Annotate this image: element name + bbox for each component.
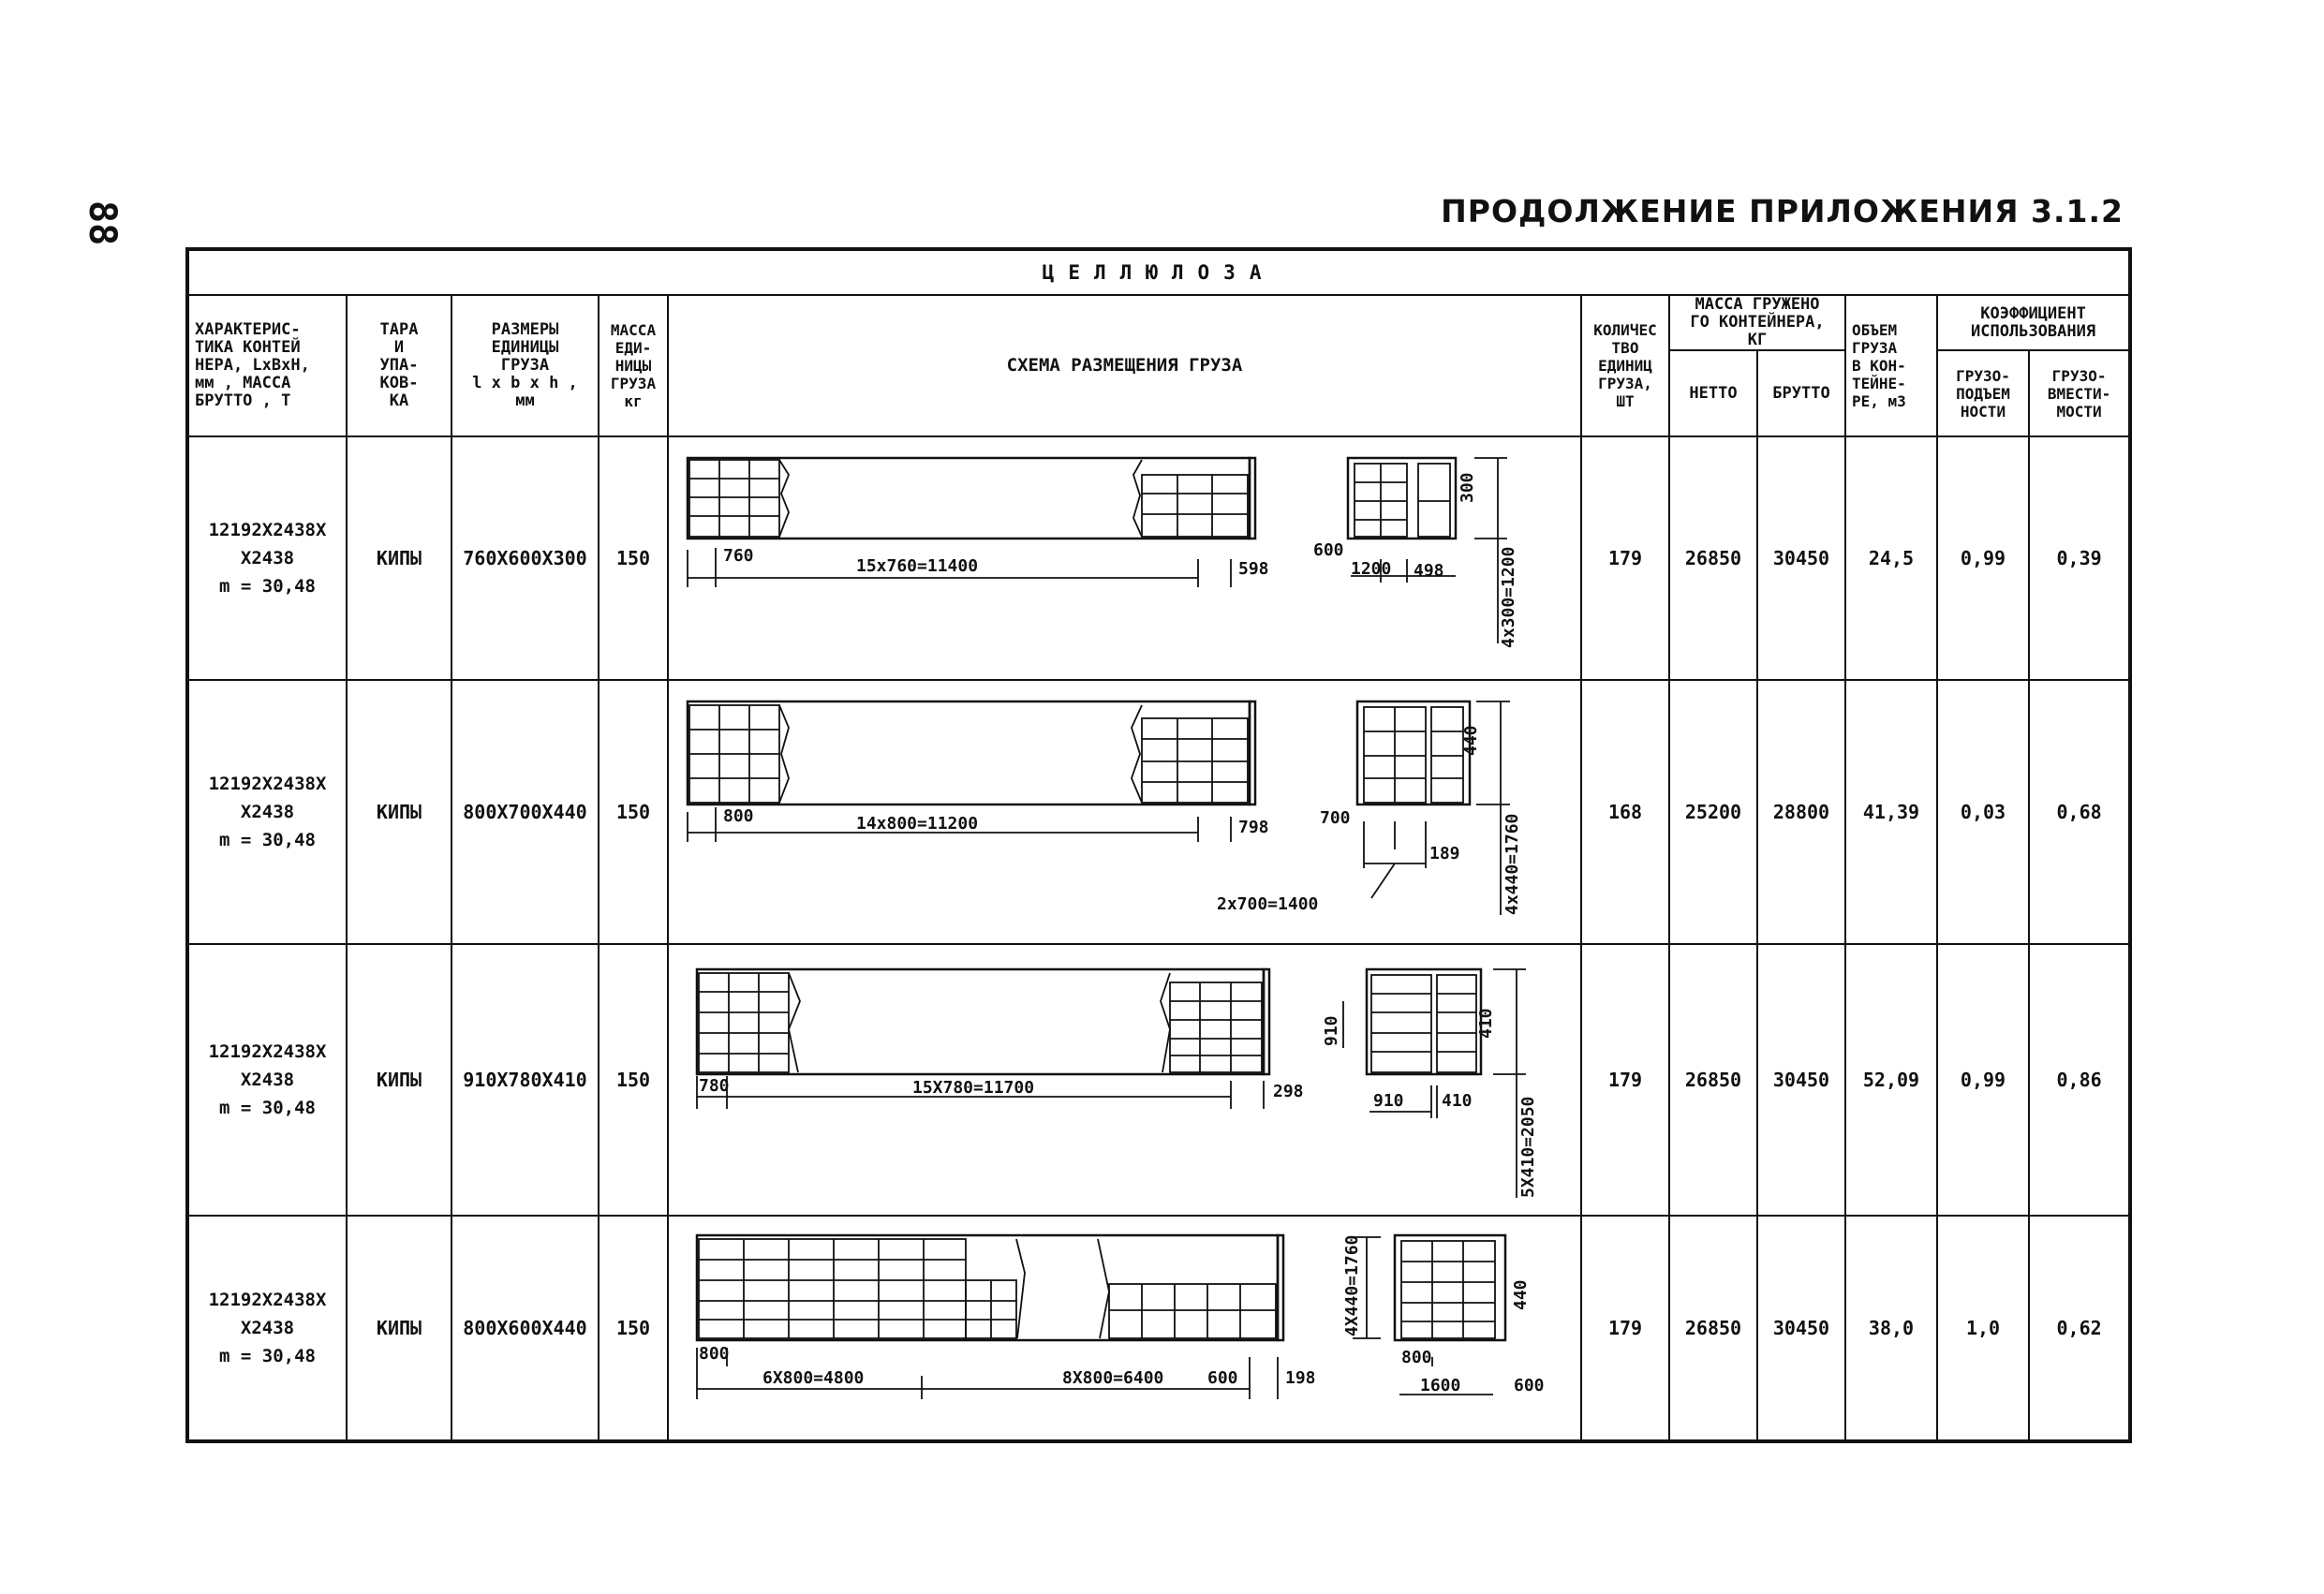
- container-characteristic: 12192X2438X X2438 m = 30,48: [187, 1216, 347, 1441]
- unit-dimensions: 760X600X300: [451, 436, 599, 680]
- table-row: [187, 944, 2130, 1216]
- cargo-volume: 52,09: [1845, 944, 1937, 1216]
- mass-brutto: 28800: [1757, 680, 1845, 944]
- scheme-diagram: [669, 1217, 1581, 1439]
- cargo-volume: 41,39: [1845, 680, 1937, 944]
- packing: КИПЫ: [347, 1216, 451, 1441]
- side-dim-b: 910: [1322, 1015, 1341, 1046]
- coef-lift: 0,99: [1937, 436, 2029, 680]
- dim-h-total: 4x300=1200: [1499, 546, 1518, 648]
- unit-count: 179: [1581, 1216, 1669, 1441]
- side-dim-b: 700: [1320, 808, 1351, 828]
- side-dim-gap: 189: [1429, 844, 1460, 863]
- header-unit-mass: МАССА ЕДИ- НИЦЫ ГРУЗА кг: [599, 295, 668, 436]
- coef-capacity: 0,39: [2029, 436, 2130, 680]
- header-coef-lift: ГРУЗО- ПОДЪЕМ НОСТИ: [1937, 350, 2029, 436]
- page-number: 88: [81, 200, 124, 246]
- container-characteristic: 12192X2438X X2438 m = 30,48: [187, 436, 347, 680]
- mass-brutto: 30450: [1757, 436, 1845, 680]
- dim-h-unit: 440: [1511, 1279, 1531, 1310]
- coef-capacity: 0,62: [2029, 1216, 2130, 1441]
- side-dim-w: 1600: [1420, 1376, 1461, 1395]
- mass-netto: 26850: [1669, 944, 1757, 1216]
- mass-brutto: 30450: [1757, 1216, 1845, 1441]
- unit-mass: 150: [599, 680, 668, 944]
- unit-count: 168: [1581, 680, 1669, 944]
- header-netto: НЕТТО: [1669, 350, 1757, 436]
- header-characteristic: ХАРАКТЕРИС- ТИКА КОНТЕЙ НЕРА, LxBxH, мм , МАССА БРУТТО , Т: [187, 295, 347, 436]
- side-dim-gap: 600: [1514, 1376, 1545, 1395]
- coef-lift: 0,99: [1937, 944, 2029, 1216]
- dim-unit: 780: [699, 1076, 730, 1096]
- unit-mass: 150: [599, 944, 668, 1216]
- dim-h-total: 4x440=1760: [1502, 813, 1522, 915]
- dim-h-unit: 440: [1461, 725, 1481, 756]
- dim-gap: 298: [1273, 1082, 1304, 1101]
- dim-unit: 800: [699, 1344, 730, 1364]
- scheme-diagram: [669, 945, 1581, 1215]
- unit-mass: 150: [599, 436, 668, 680]
- unit-count: 179: [1581, 944, 1669, 1216]
- packing: КИПЫ: [347, 436, 451, 680]
- header-count: КОЛИЧЕС ТВО ЕДИНИЦ ГРУЗА, ШТ: [1581, 295, 1669, 436]
- header-dimensions: РАЗМЕРЫ ЕДИНИЦЫ ГРУЗА l x b x h , мм: [451, 295, 599, 436]
- cargo-table: [185, 247, 2132, 1443]
- cargo-volume: 24,5: [1845, 436, 1937, 680]
- dim-h-unit: 300: [1458, 472, 1477, 503]
- scheme-diagram: [669, 437, 1581, 679]
- side-dim-b: 600: [1313, 540, 1344, 560]
- dim-unit: 760: [723, 546, 754, 566]
- header-scheme: СХЕМА РАЗМЕЩЕНИЯ ГРУЗА: [668, 295, 1581, 436]
- side-dim-w: 2x700=1400: [1217, 894, 1319, 914]
- side-dim-gap: 410: [1442, 1091, 1473, 1111]
- dim-gap: 798: [1238, 818, 1269, 837]
- side-dim-b: 800: [1401, 1348, 1432, 1367]
- mass-netto: 25200: [1669, 680, 1757, 944]
- dim-total: 14x800=11200: [856, 814, 979, 834]
- dim-h-total: 4X440=1760: [1342, 1234, 1362, 1336]
- side-dim-gap: 498: [1414, 561, 1444, 581]
- dim-gap: 598: [1238, 559, 1269, 579]
- table-title: ЦЕЛЛЮЛОЗА: [187, 249, 2130, 295]
- mass-netto: 26850: [1669, 1216, 1757, 1441]
- header-volume: ОБЪЕМ ГРУЗА В КОН- ТЕЙНЕ- РЕ, м3: [1845, 295, 1937, 436]
- dim-total: 15x760=11400: [856, 556, 979, 576]
- coef-lift: 1,0: [1937, 1216, 2029, 1441]
- container-characteristic: 12192X2438X X2438 m = 30,48: [187, 680, 347, 944]
- container-characteristic: 12192X2438X X2438 m = 30,48: [187, 944, 347, 1216]
- header-brutto: БРУТТО: [1757, 350, 1845, 436]
- unit-dimensions: 800X600X440: [451, 1216, 599, 1441]
- coef-lift: 0,03: [1937, 680, 2029, 944]
- dim-mid: 600: [1207, 1368, 1238, 1388]
- packing: КИПЫ: [347, 944, 451, 1216]
- placement-scheme: [668, 944, 1581, 1216]
- coef-capacity: 0,68: [2029, 680, 2130, 944]
- table-row: [187, 436, 2130, 680]
- header-coefficient: КОЭФФИЦИЕНТ ИСПОЛЬЗОВАНИЯ: [1937, 295, 2130, 350]
- table-row: [187, 1216, 2130, 1441]
- page-title: ПРОДОЛЖЕНИЕ ПРИЛОЖЕНИЯ 3.1.2: [1441, 193, 2124, 229]
- dim-h-total: 5X410=2050: [1518, 1096, 1538, 1198]
- placement-scheme: [668, 1216, 1581, 1441]
- scheme-diagram: [669, 681, 1581, 943]
- coef-capacity: 0,86: [2029, 944, 2130, 1216]
- dim-total-a: 6X800=4800: [762, 1368, 865, 1388]
- placement-scheme: [668, 436, 1581, 680]
- dim-gap: 198: [1285, 1368, 1316, 1388]
- unit-count: 179: [1581, 436, 1669, 680]
- unit-dimensions: 910X780X410: [451, 944, 599, 1216]
- dim-total: 15X780=11700: [912, 1078, 1035, 1098]
- unit-mass: 150: [599, 1216, 668, 1441]
- cargo-volume: 38,0: [1845, 1216, 1937, 1441]
- table-row: [187, 680, 2130, 944]
- header-coef-capacity: ГРУЗО- ВМЕСТИ- МОСТИ: [2029, 350, 2130, 436]
- dim-unit: 800: [723, 806, 754, 826]
- mass-netto: 26850: [1669, 436, 1757, 680]
- dim-total-b: 8X800=6400: [1062, 1368, 1164, 1388]
- mass-brutto: 30450: [1757, 944, 1845, 1216]
- placement-scheme: [668, 680, 1581, 944]
- side-dim-w: 910: [1373, 1091, 1404, 1111]
- dim-h-unit: 410: [1476, 1008, 1496, 1039]
- header-tara: ТАРА И УПА- КОВ- КА: [347, 295, 451, 436]
- packing: КИПЫ: [347, 680, 451, 944]
- unit-dimensions: 800X700X440: [451, 680, 599, 944]
- header-container-mass: МАССА ГРУЖЕНО ГО КОНТЕЙНЕРА, КГ: [1669, 295, 1845, 350]
- side-dim-w: 1200: [1351, 559, 1392, 579]
